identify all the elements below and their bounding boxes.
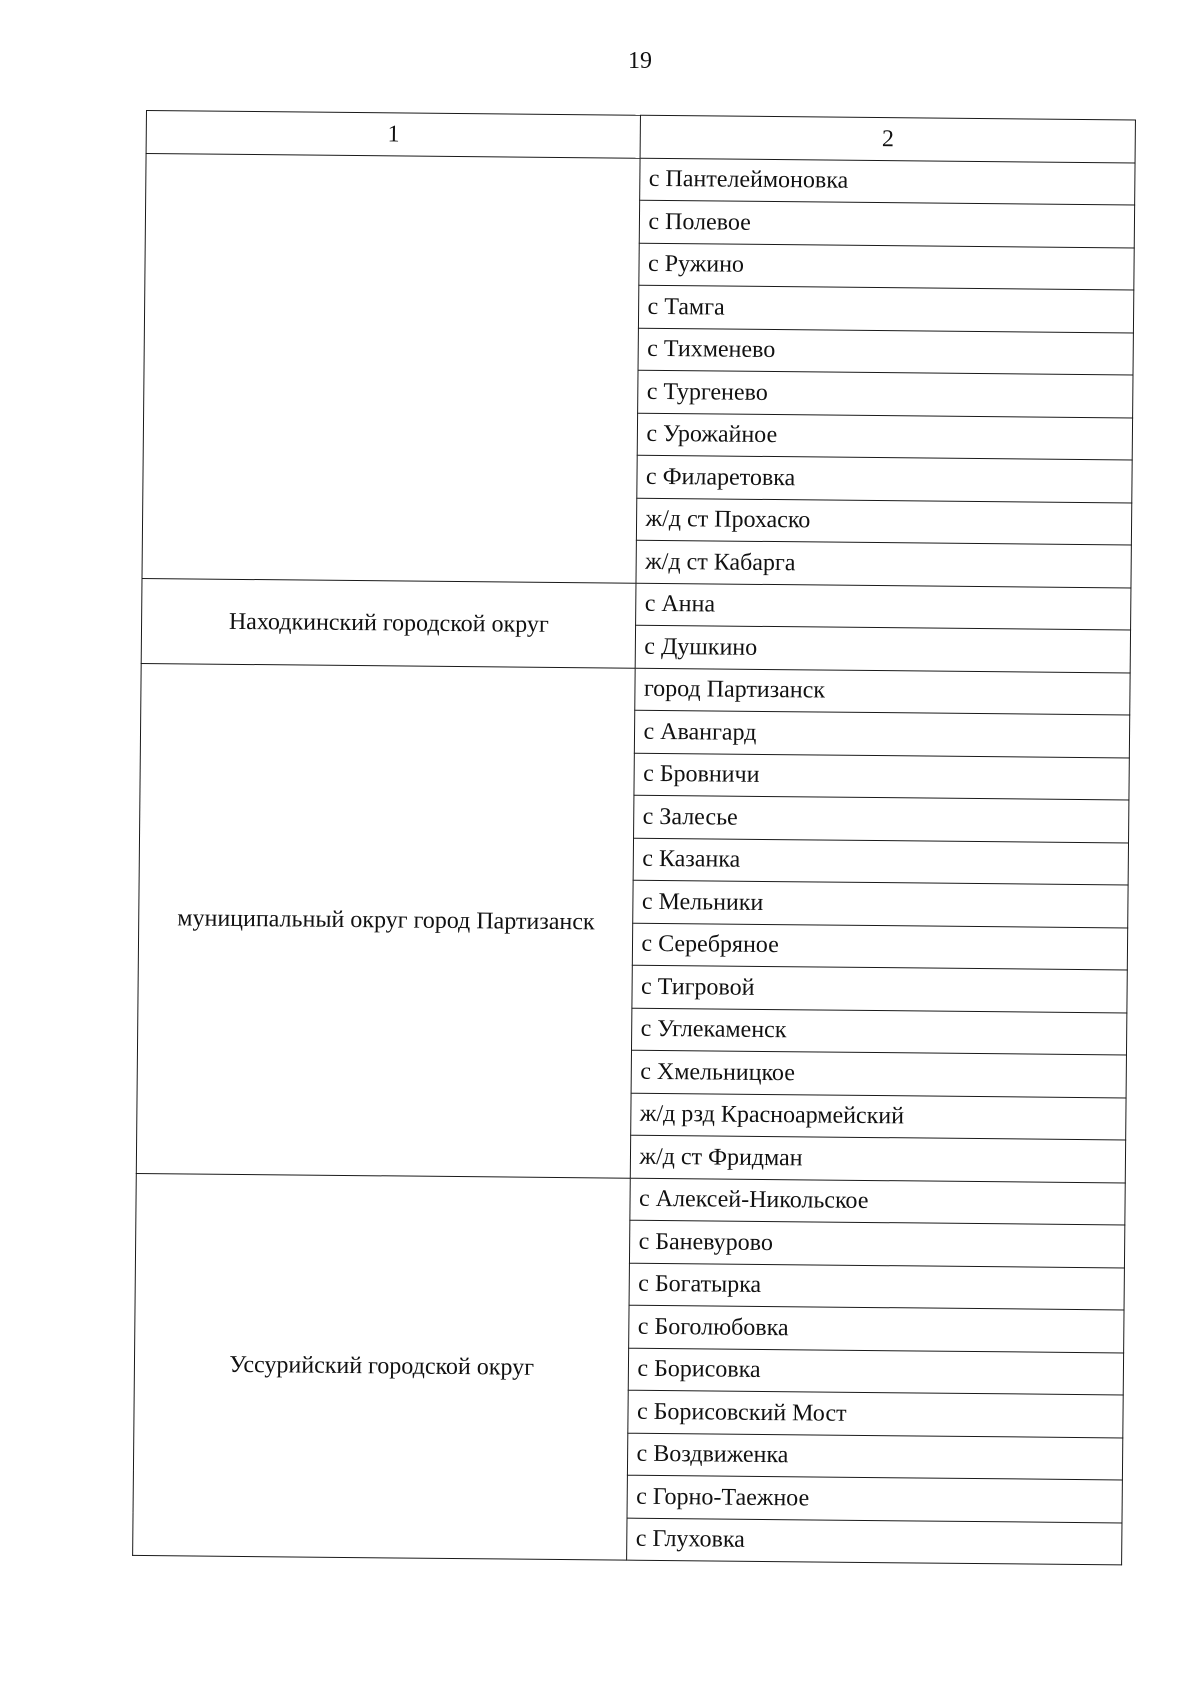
settlement-cell: с Тихменево: [639, 328, 1134, 375]
table-row: [141, 663, 1130, 715]
settlement-cell: с Воздвиженка: [628, 1433, 1123, 1480]
settlement-cell: с Богатырка: [630, 1263, 1125, 1310]
table-row: [146, 153, 1135, 205]
settlement-cell: с Тигровой: [632, 965, 1127, 1012]
table-row: [136, 1173, 1125, 1225]
settlement-cell: с Авангард: [635, 710, 1130, 757]
settlement-cell: с Мельники: [633, 880, 1128, 927]
settlement-cell: ж/д ст Фридман: [631, 1135, 1126, 1182]
settlement-cell: с Тамга: [639, 285, 1134, 332]
column-header-1: 1: [146, 111, 641, 158]
settlement-cell: ж/д ст Прохаско: [637, 498, 1132, 545]
settlement-cell: с Полевое: [640, 200, 1135, 247]
settlement-cell: с Пантелеймоновка: [640, 158, 1135, 205]
settlements-table: [132, 110, 1136, 1565]
district-cell: [142, 153, 641, 583]
settlement-cell: с Баневурово: [630, 1220, 1125, 1267]
settlement-cell: с Серебряное: [633, 923, 1128, 970]
settlement-cell: с Борисовка: [629, 1348, 1124, 1395]
district-cell: Находкинский городской округ: [141, 578, 636, 668]
settlement-cell: ж/д ст Кабарга: [636, 540, 1131, 587]
settlement-cell: с Борисовский Мост: [628, 1390, 1123, 1437]
settlement-cell: ж/д рзд Красноармейский: [631, 1093, 1126, 1140]
settlement-cell: с Боголюбовка: [629, 1305, 1124, 1352]
settlement-cell: с Анна: [636, 583, 1131, 630]
district-cell: муниципальный округ город Партизанск: [136, 663, 635, 1178]
settlement-cell: с Душкино: [636, 625, 1131, 672]
settlement-cell: с Углекаменск: [632, 1008, 1127, 1055]
settlement-cell: с Филаретовка: [637, 455, 1132, 502]
settlement-cell: с Алексей-Никольское: [630, 1178, 1125, 1225]
settlement-cell: с Урожайное: [638, 413, 1133, 460]
settlement-cell: с Тургенево: [638, 370, 1133, 417]
column-header-2: 2: [641, 115, 1136, 162]
settlement-cell: город Партизанск: [635, 668, 1130, 715]
settlement-cell: с Залесье: [634, 795, 1129, 842]
settlement-cell: с Ружино: [639, 243, 1134, 290]
settlement-cell: с Глуховка: [627, 1518, 1122, 1565]
settlement-cell: с Горно-Таежное: [627, 1475, 1122, 1522]
page-number: 19: [628, 48, 652, 74]
table-row: [142, 578, 1131, 630]
district-cell: Уссурийский городской округ: [133, 1173, 631, 1560]
settlement-cell: с Хмельницкое: [632, 1050, 1127, 1097]
settlement-cell: с Казанка: [634, 838, 1129, 885]
settlement-cell: с Бровничи: [634, 753, 1129, 800]
